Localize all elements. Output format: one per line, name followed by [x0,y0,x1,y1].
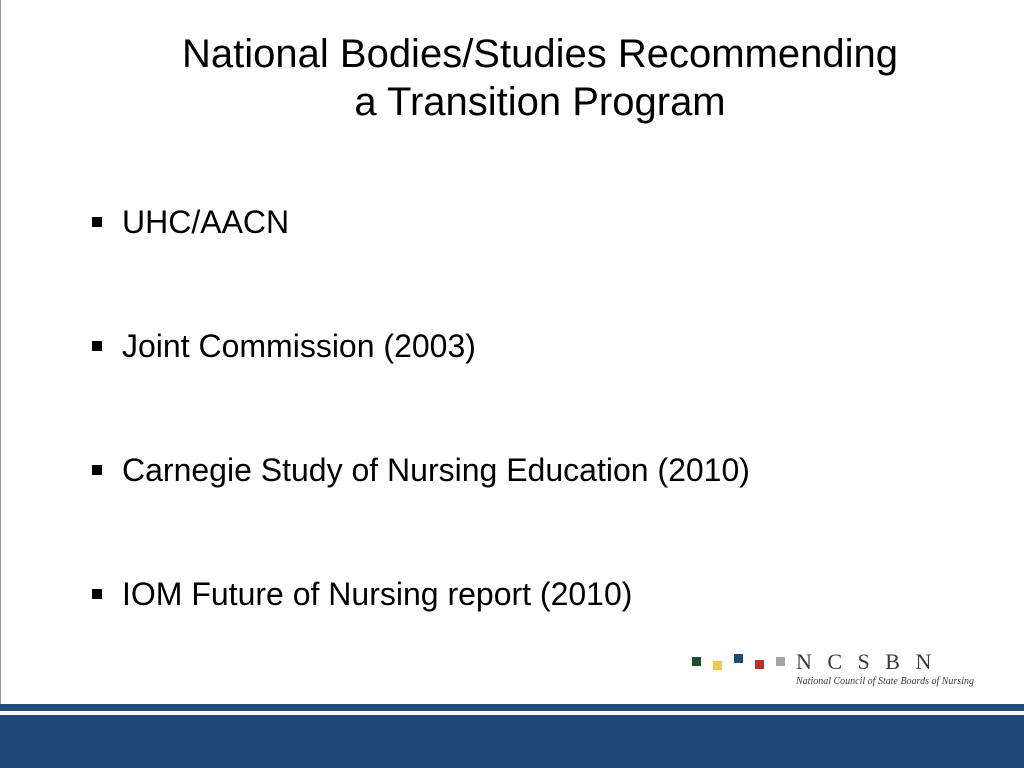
list-item [88,196,750,248]
bullet-text: Joint Commission (2003) [122,327,476,364]
list-item [88,320,750,372]
logo-wordmark: N C S B N [796,649,937,674]
footer-band [0,715,1024,768]
slide-title [60,30,1020,126]
list-item [88,444,750,496]
list-item [88,568,750,620]
logo-square-green [692,657,701,666]
logo-square-gray [776,657,785,666]
slide-title-line-2: a Transition Program [354,80,726,124]
logo-subtitle: National Council of State Boards of Nursing [796,676,974,687]
ncsbn-logo [692,650,982,692]
slide-title-line-1: National Bodies/Studies Recommending [182,32,898,76]
logo-square-blue [734,654,743,663]
bullet-text: Carnegie Study of Nursing Education (2010) [122,451,750,488]
bullet-text: IOM Future of Nursing report (2010) [122,575,633,612]
square-bullet-icon [92,341,102,351]
square-bullet-icon [92,465,102,475]
square-bullet-icon [92,217,102,227]
footer-line [0,704,1024,711]
slide-left-border [0,0,1,704]
bullet-list [88,196,750,692]
square-bullet-icon [92,589,102,599]
bullet-text: UHC/AACN [122,203,290,240]
logo-square-yellow [713,661,722,670]
logo-square-red [755,660,764,669]
